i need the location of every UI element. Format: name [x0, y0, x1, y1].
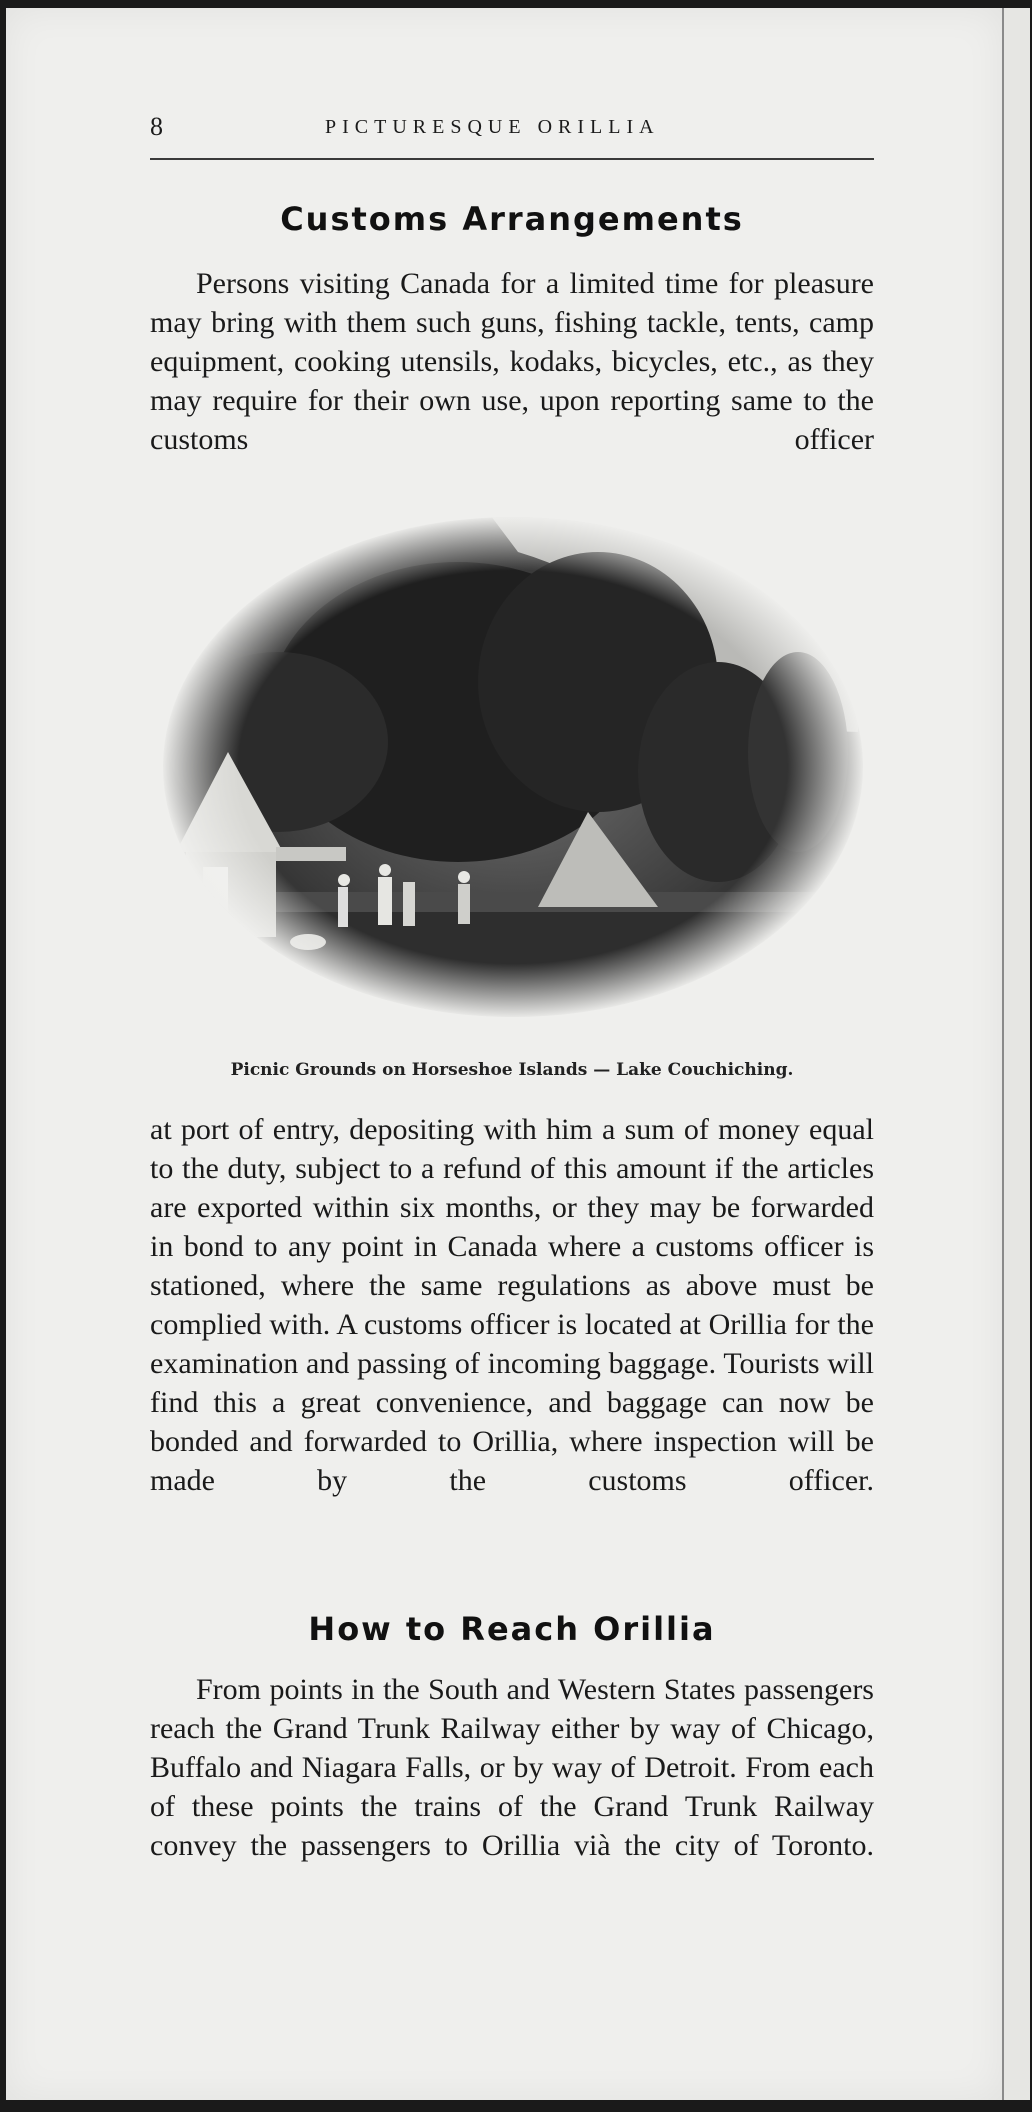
page-edge	[1002, 8, 1030, 2100]
running-header	[150, 112, 874, 148]
reach-heading: How to Reach Orillia	[308, 1610, 716, 1648]
photo-caption: Picnic Grounds on Horseshoe Islands — Lake Couchiching.	[230, 1060, 794, 1080]
customs-paragraph-1: Persons visiting Canada for a limited time for pleasure may bring with them such guns, fishing tackle, tents, camp equipment, cooking utensils, kodaks, bicycles, etc., as they may require for their own use, upon reporting same to the customs officer	[150, 267, 874, 456]
customs-heading: Customs Arrangements	[280, 200, 744, 238]
reach-paragraph-1: From points in the South and Western States passengers reach the Grand Trunk Railway either by way of Chicago, Buffalo and Niagara Falls, or by way of Detroit. From each of these points the trains of the Grand Trunk Railway convey the passengers to Orillia vià the city of Toronto.	[150, 1673, 874, 1862]
page-number: 8	[150, 112, 163, 141]
picnic-grounds-photo	[158, 512, 868, 1032]
running-title: PICTURESQUE ORILLIA	[325, 116, 660, 138]
header-rule	[150, 158, 874, 160]
customs-paragraph-2: at port of entry, depositing with him a sum of money equal to the duty, subject to a refund of this amount if the articles are exported within six months, or they may be forwarded in bond to any point in Canada where a customs officer is stationed, where the same regulations as above must be complied with. A customs officer is located at Orillia for the examination and passing of incoming baggage. Tourists will find this a great convenience, and baggage can now be bonded and forwarded to Orillia, where inspection will be made by the customs officer.	[150, 1113, 874, 1497]
